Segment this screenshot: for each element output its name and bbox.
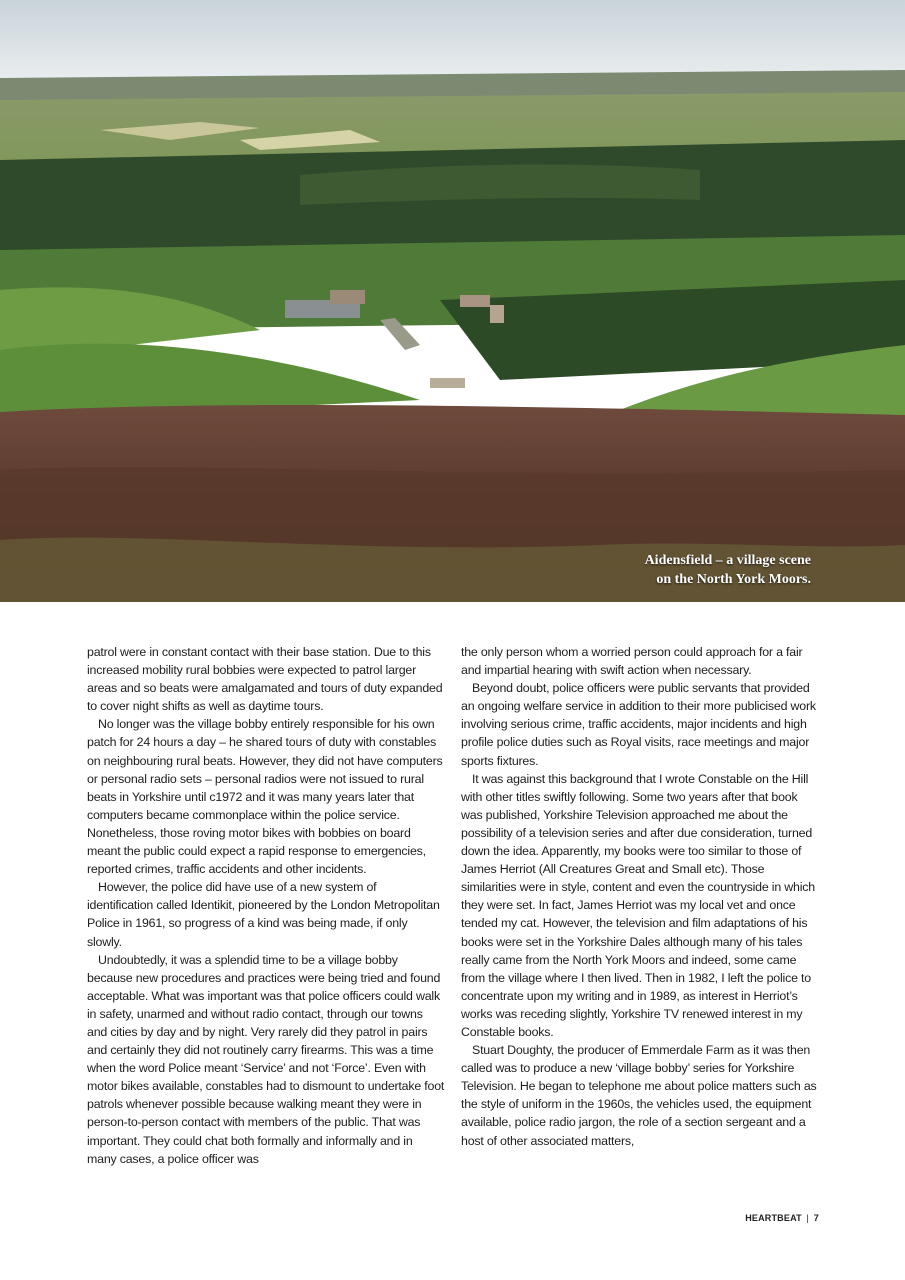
page-number: 7 [813,1213,819,1223]
left-paragraph-1: patrol were in constant contact with their base station. Due to this increased mobility rural bobbies were expected to patrol larger areas and so beats were amalgamated and tours of duty expanded to cover night shifts as well as daytime tours. [87,645,443,714]
right-paragraph-1: the only person whom a worried person could approach for a fair and impartial hearing with swift action when necessary. [461,645,803,678]
caption-line-1: Aidensfield – a village scene [644,553,811,568]
landscape-photo [0,0,905,602]
left-column [87,643,445,1168]
caption-line-2: on the North York Moors. [656,572,811,587]
photo-caption [645,551,811,589]
right-paragraph-2: Beyond doubt, police officers were public servants that provided an ongoing welfare service in addition to their more publicised work involving serious crime, traffic accidents, major incidents and high profile police duties such as Royal visits, race meetings and major sports fixtures. [461,681,816,768]
left-paragraph-4: Undoubtedly, it was a splendid time to be a village bobby because new procedures and practices were being tried and found acceptable. What was important was that police officers could walk in safety, unarmed and without radio contact, through our towns and cities by day and by night. Very rarely did they patrol in pairs and certainly they did not routinely carry firearms. This was a time when the word Police meant ‘Service’ and not ‘Force’. Even with motor bikes available, constables had to dismount to undertake foot patrols whenever possible because walking meant they were in person-to-person contact with members of the public. That was important. They could chat both formally and informally and in many cases, a police officer was [87,952,445,1166]
page-footer [745,1213,819,1223]
landscape-illustration [0,0,905,602]
magazine-name: HEARTBEAT [745,1213,802,1223]
footer-separator: | [806,1213,810,1223]
right-paragraph-3: It was against this background that I wrote Constable on the Hill with other titles swiftly following. Some two years after that book was published, Yorkshire Television approached me about the possibility of a television series and after due consideration, turned down the idea. Apparently, my books were too similar to those of James Herriot (All Creatures Great and Small etc). Those similarities were in style, content and even the countryside in which they were set. In fact, James Herriot was my local vet and once tended my cat. However, the television and film adaptations of his books were set in the Yorkshire Dales although many of his tales really came from the North York Moors and indeed, some came from the village where I then lived. Then in 1982, I left the police to concentrate upon my writing and in 1989, as interest in Herriot’s works was receding slightly, Yorkshire TV renewed interest in my Constable books. [461,771,815,1039]
right-paragraph-4: Stuart Doughty, the producer of Emmerdale Farm as it was then called was to produce a new ‘village bobby’ series for Yorkshire Television. He began to telephone me about police matters such as the style of uniform in the 1960s, the vehicles used, the equipment available, police radio jargon, the role of a section sergeant and a host of other associated matters, [461,1043,817,1148]
left-paragraph-3: However, the police did have use of a new system of identification called Identikit, pioneered by the London Metropolitan Police in 1961, so progress of a kind was being made, if only slowly. [87,880,440,949]
right-column [461,643,819,1150]
left-paragraph-2: No longer was the village bobby entirely responsible for his own patch for 24 hours a day – he shared tours of duty with constables on neighbouring rural beats. However, they did not have computers or personal radio sets – personal radios were not issued to rural beats in Yorkshire until c1972 and it was many years later that computers became commonplace within the police service. Nonetheless, those roving motor bikes with bobbies on board meant the public could expect a rapid response to emergencies, reported crimes, traffic accidents and other incidents. [87,717,443,877]
